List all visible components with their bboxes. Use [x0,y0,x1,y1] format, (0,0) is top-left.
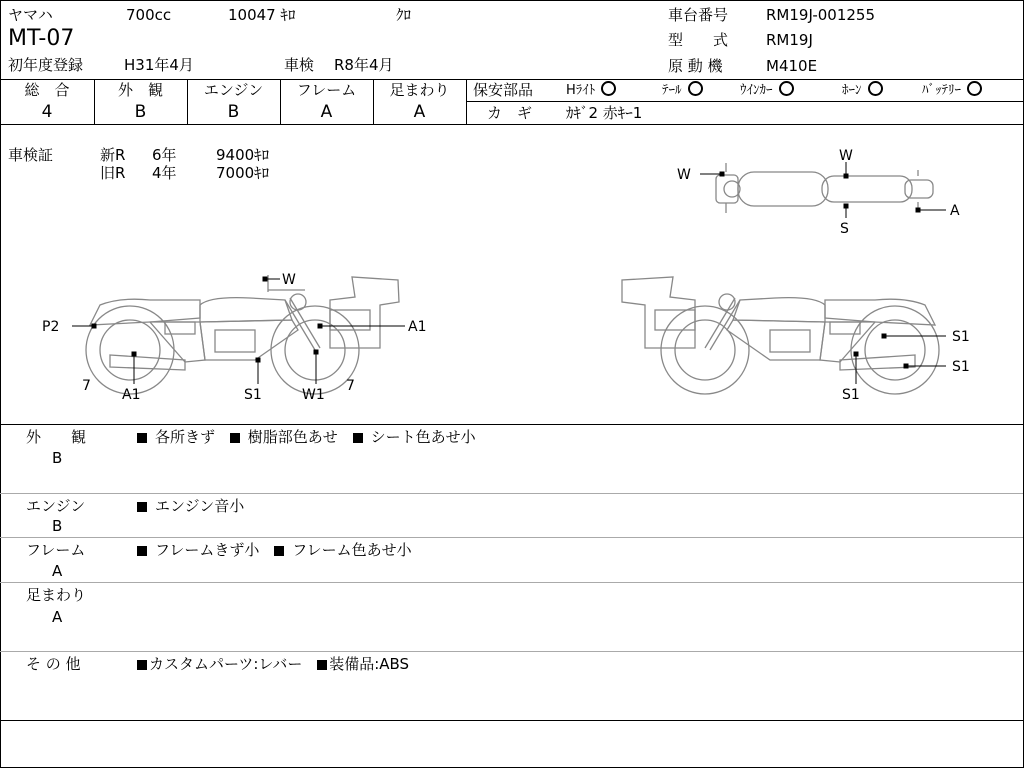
grade-value-frame: A [320,102,333,122]
inspection-label: 車検 [284,56,315,74]
marker-label: 7 [346,378,355,394]
damage-diagram [0,125,1024,425]
marker-label: S1 [244,387,262,403]
keys-label: カ ギ [487,104,533,122]
ok-circle-icon [868,81,883,96]
grade-header-engine: エンジン [203,81,264,99]
bullet-square-icon [353,433,363,443]
inspection-cert-old-km: 7000ｷﾛ [216,164,270,182]
ok-circle-icon [967,81,982,96]
grade-table-mid-rule [467,101,1023,102]
first-registration-label: 初年度登録 [8,56,84,74]
safety-item-tail: ﾃｰﾙ [662,81,705,100]
remark-items-other: カスタムパーツ:レバー 装備品:ABS [137,655,419,673]
first-registration-value: H31年4月 [124,56,194,74]
bike-top-view [716,163,933,213]
marker-label: W1 [302,387,325,403]
remark-category-frame: フレーム [26,541,86,559]
remark-category-engine: エンジン [26,497,86,515]
color: ｸﾛ [396,6,412,24]
marker-label: S1 [952,359,970,375]
bullet-square-icon [317,660,327,670]
inspection-cert-old-label: 旧R [100,164,126,182]
marker-label: A1 [408,319,427,335]
remarks-divider [0,582,1023,583]
marker-label: S1 [952,329,970,345]
type-label: 型 式 [668,31,729,49]
bullet-square-icon [137,433,147,443]
grade-header-overall: 総 合 [24,81,70,99]
ok-circle-icon [688,81,703,96]
safety-item-battery: ﾊﾞｯﾃﾘｰ [922,81,984,100]
remark-grade-frame: A [52,562,63,580]
remark-category-other: そ の 他 [26,655,81,673]
marker-label: W [282,272,296,288]
inspection-cert-new-label: 新R [100,146,126,164]
remark-grade-engine: B [52,517,63,535]
marker-label: A [950,203,960,219]
safety-item-winker: ｳｲﾝｶｰ [740,81,796,100]
remark-category-exterior: 外 観 [26,428,87,446]
remarks-top-rule [0,424,1023,425]
inspection-cert-new-km: 9400ｷﾛ [216,146,270,164]
remark-items-exterior: 各所きず 樹脂部色あせ シート色あせ小 [137,428,486,446]
marker-label: A1 [122,387,141,403]
remarks-divider [0,651,1023,652]
safety-item-headlight: Hﾗｲﾄ [566,81,618,100]
grade-header-exterior: 外 観 [117,81,163,99]
remark-category-suspension: 足まわり [26,586,87,604]
frame-number-value: RM19J-001255 [766,6,876,24]
grade-value-overall: 4 [41,102,53,122]
model-name: MT-07 [8,26,75,51]
remark-grade-suspension: A [52,608,63,626]
marker-label: S1 [842,387,860,403]
displacement: 700cc [126,6,172,24]
grade-header-suspension: 足まわり [389,81,450,99]
grade-table-top-rule [0,79,1023,80]
engine-model-label: 原 動 機 [668,57,723,75]
remark-items-frame: フレームきず小 フレーム色あせ小 [137,541,422,559]
type-value: RM19J [766,31,813,49]
remark-items-engine: エンジン音小 [137,497,254,515]
bike-left-side-view [86,275,399,394]
grade-value-engine: B [227,102,240,122]
grade-value-suspension: A [413,102,426,122]
mileage: 10047 ｷﾛ [228,6,296,24]
inspection-cert-label: 車検証 [8,146,54,164]
bullet-square-icon [137,660,147,670]
remarks-divider [0,537,1023,538]
inspection-cert-new-years: 6年 [152,146,177,164]
bullet-square-icon [137,546,147,556]
inspection-value: R8年4月 [334,56,394,74]
inspection-cert-old-years: 4年 [152,164,177,182]
marker-label: W [839,148,853,164]
safety-item-horn: ﾎｰﾝ [842,81,885,100]
ok-circle-icon [601,81,616,96]
marker-label: 7 [82,378,91,394]
maker: ヤマハ [8,6,53,24]
marker-label: S [840,221,849,237]
remark-grade-exterior: B [52,449,63,467]
marker-label: W [677,167,691,183]
ok-circle-icon [779,81,794,96]
engine-model-value: M410E [766,57,818,75]
safety-parts-label: 保安部品 [473,81,534,99]
bullet-square-icon [274,546,284,556]
remarks-bottom-rule [0,720,1023,721]
grade-value-exterior: B [134,102,147,122]
grade-header-frame: フレーム [296,81,357,99]
marker-label: P2 [42,319,60,335]
bullet-square-icon [137,502,147,512]
frame-number-label: 車台番号 [668,6,729,24]
grade-divider [466,79,467,124]
remarks-divider [0,493,1023,494]
bullet-square-icon [230,433,240,443]
keys-value: ｶｷﾞ2 赤ｷｰ1 [566,104,643,122]
